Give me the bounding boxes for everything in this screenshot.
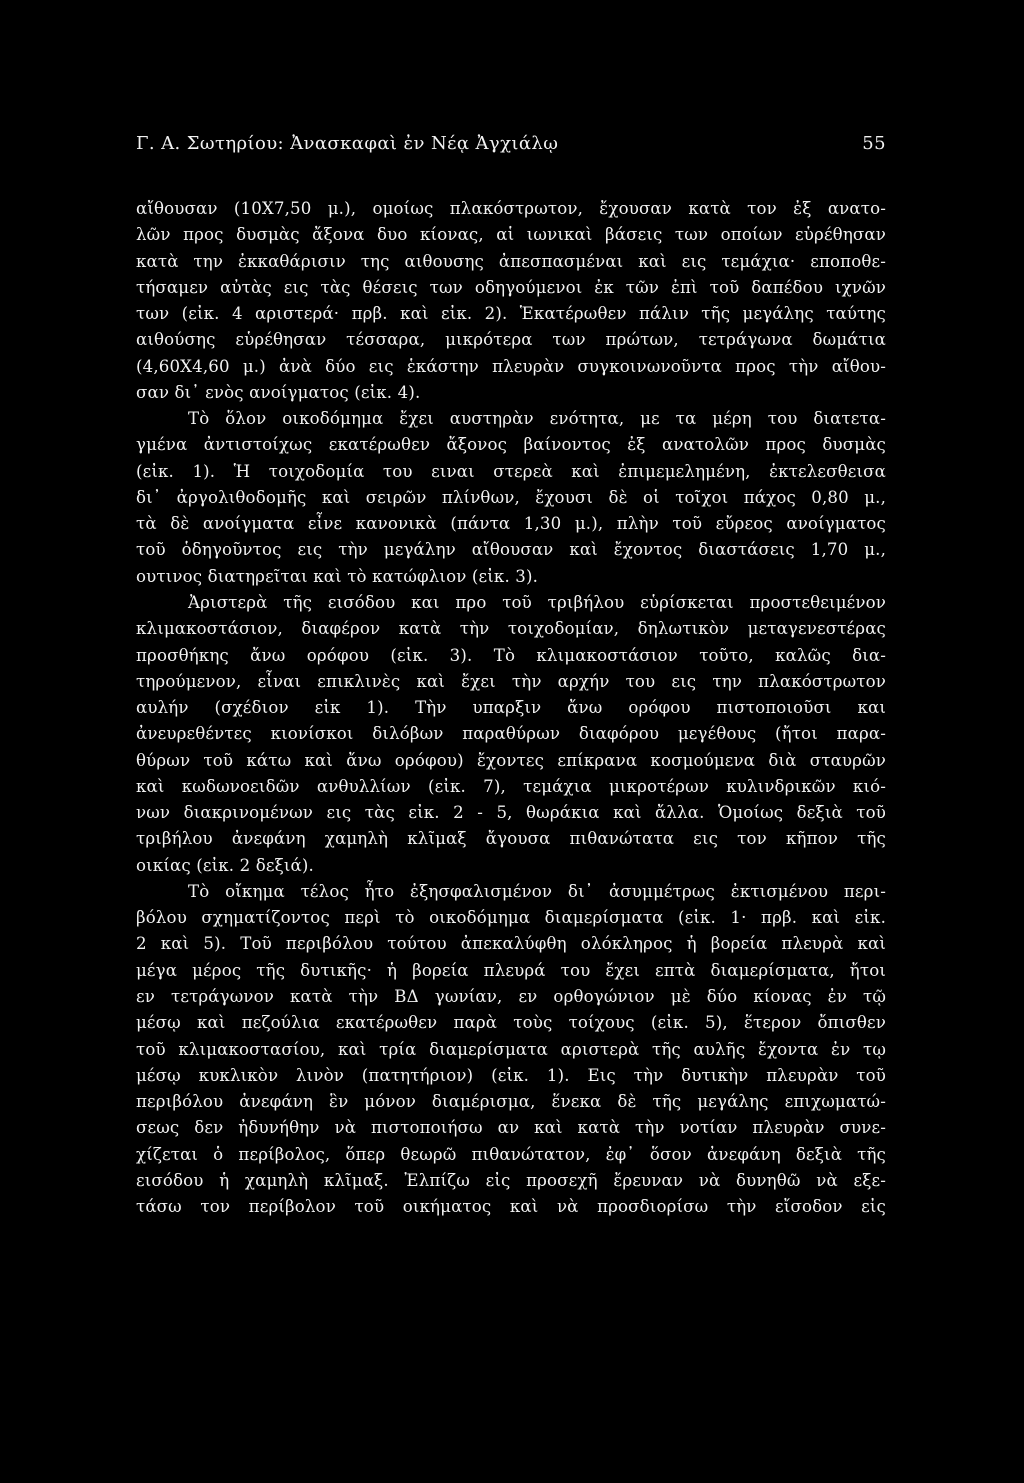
text-line: οικίας (εἰκ. 2 δεξιά). xyxy=(136,855,314,875)
text-line: περιβόλου ἀνεφάνη ἓν μόνον διαμέρισμα, ἕνεκα δὲ τῆς μεγάλης επιχωματώ- xyxy=(136,1092,886,1112)
text-line: αυλήν (σχέδιον εἰκ 1). Τὴν υπαρξιν ἄνω ορόφου πιστοποιοῦσι και xyxy=(136,698,886,718)
text-line: Ἀριστερὰ τῆς εισόδου και προ τοῦ τριβήλου εὑρίσκεται προστεθειμένον xyxy=(188,592,886,612)
page-number: 55 xyxy=(862,133,886,154)
text-line: καὶ κωδωνοειδῶν ανθυλλίων (εἰκ. 7), τεμάχια μικροτέρων κυλινδρικῶν κιό- xyxy=(136,776,886,796)
text-line: τὰ δὲ ανοίγματα εἶνε κανονικὰ (πάντα 1,30 μ.), πλὴν τοῦ εὔρεος ανοίγματος xyxy=(136,514,886,534)
text-line: δι᾽ ἀργολιθοδομῆς καὶ σειρῶν πλίνθων, ἔχουσι δὲ οἱ τοῖχοι πάχος 0,80 μ., xyxy=(136,487,886,507)
text-line: των (εἰκ. 4 αριστερά· πρβ. καὶ εἰκ. 2). Ἑκατέρωθεν πάλιν τῆς μεγάλης ταύτης xyxy=(136,304,886,324)
text-line: προσθήκης ἄνω ορόφου (εἰκ. 3). Τὸ κλιμακοστάσιον τοῦτο, καλῶς δια- xyxy=(136,645,886,665)
text-line: κλιμακοστάσιον, διαφέρον κατὰ τὴν τοιχοδομίαν, δηλωτικὸν μεταγενεστέρας xyxy=(136,619,886,639)
text-line: λῶν προς δυσμὰς ἄξονα δυο κίονας, αἱ ιωνικαὶ βάσεις των οποίων εὑρέθησαν xyxy=(136,225,886,245)
text-line: (εἰκ. 1). Ἡ τοιχοδομία του ειναι στερεὰ καὶ ἐπιμεμελημένη, ἐκτελεσθεισα xyxy=(136,461,886,481)
text-line: τηρούμενον, εἶναι επικλινὲς καὶ ἔχει τὴν αρχήν του εις την πλακόστρωτον xyxy=(136,671,886,691)
text-line: εν τετράγωνον κατὰ τὴν ΒΔ γωνίαν, εν ορθογώνιον μὲ δύο κίονας ἐν τῷ xyxy=(136,986,886,1006)
text-line: τήσαμεν αὐτὰς εις τὰς θέσεις των οδηγούμενοι ἐκ τῶν ἐπὶ τοῦ δαπέδου ιχνῶν xyxy=(136,277,886,297)
text-line: τριβήλου ἀνεφάνη χαμηλὴ κλῖμαξ ἄγουσα πιθανώτατα εις τον κῆπον τῆς xyxy=(136,829,886,849)
text-line: θύρων τοῦ κάτω καὶ ἄνω ορόφου) ἔχοντες επίκρανα κοσμούμενα διὰ σταυρῶν xyxy=(136,750,886,770)
text-line: μέσῳ κυκλικὸν λινὸν (πατητήριον) (εἰκ. 1). Εις τὴν δυτικὴν πλευρὰν τοῦ xyxy=(136,1065,886,1085)
text-line: τάσω τον περίβολον τοῦ οικήματος καὶ νὰ προσδιορίσω τὴν εἴσοδον εἰς xyxy=(136,1197,886,1217)
text-line: Τὸ ὅλον οικοδόμημα ἔχει αυστηρὰν ενότητα, με τα μέρη του διατετα- xyxy=(188,409,886,429)
text-line: (4,60Χ4,60 μ.) ἀνὰ δύο εις ἑκάστην πλευρὰν συγκοινωνοῦντα προς τὴν αἴθου- xyxy=(136,356,886,376)
body-text xyxy=(136,196,886,1220)
text-line: μέγα μέρος τῆς δυτικῆς· ἡ βορεία πλευρά του ἔχει επτὰ διαμερίσματα, ἤτοι xyxy=(136,960,886,980)
text-line: γμένα ἀντιστοίχως εκατέρωθεν ἄξονος βαίνοντος ἐξ ανατολῶν προς δυσμὰς xyxy=(136,435,886,455)
text-line: Τὸ οἴκημα τέλος ἦτο ἐξησφαλισμένον δι᾽ ἀσυμμέτρως ἐκτισμένου περι- xyxy=(188,881,886,901)
text-line: τοῦ ὁδηγοῦντος εις τὴν μεγάλην αἴθουσαν καὶ ἔχοντος διαστάσεις 1,70 μ., xyxy=(136,540,886,560)
text-line: σαν δι᾽ ενὸς ανοίγματος (εἰκ. 4). xyxy=(136,382,421,402)
text-line: σεως δεν ἠδυνήθην νὰ πιστοποιήσω αν καὶ κατὰ τὴν νοτίαν πλευρὰν συνε- xyxy=(136,1118,886,1138)
running-title: Γ. Α. Σωτηρίου: Ἀνασκαφαὶ ἐν Νέᾳ Ἀγχιάλῳ xyxy=(136,133,559,154)
text-line: 2 καὶ 5). Τοῦ περιβόλου τούτου ἀπεκαλύφθη ολόκληρος ἡ βορεία πλευρὰ καὶ xyxy=(136,934,886,954)
text-line: αιθούσης εὑρέθησαν τέσσαρα, μικρότερα των πρώτων, τετράγωνα δωμάτια xyxy=(136,330,886,350)
text-line: εισόδου ἡ χαμηλὴ κλῖμαξ. Ἐλπίζω εἰς προσεχῆ ἔρευναν νὰ δυνηθῶ νὰ εξε- xyxy=(136,1170,886,1190)
text-line: χίζεται ὁ περίβολος, ὅπερ θεωρῶ πιθανώτατον, ἐφ᾽ ὅσον ἀνεφάνη δεξιὰ τῆς xyxy=(136,1144,886,1164)
running-header xyxy=(136,133,886,159)
text-line: τοῦ κλιμακοστασίου, καὶ τρία διαμερίσματα αριστερὰ τῆς αυλῆς ἔχοντα ἐν τῳ xyxy=(136,1039,886,1059)
text-line: μέσῳ καὶ πεζούλια εκατέρωθεν παρὰ τοὺς τοίχους (εἰκ. 5), ἕτερον ὄπισθεν xyxy=(136,1013,886,1033)
text-line: ἀνευρεθέντες κιονίσκοι διλόβων παραθύρων διαφόρου μεγέθους (ἤτοι παρα- xyxy=(136,724,886,744)
text-line: νων διακρινομένων εις τὰς εἰκ. 2 - 5, θωράκια καὶ ἄλλα. Ὁμοίως δεξιὰ τοῦ xyxy=(136,803,886,823)
text-line: βόλου σχηματίζοντος περὶ τὸ οικοδόμημα διαμερίσματα (εἰκ. 1· πρβ. καὶ εἰκ. xyxy=(136,908,886,928)
text-line: ουτινος διατηρεῖται καὶ τὸ κατώφλιον (εἰκ. 3). xyxy=(136,566,539,586)
text-line: αἴθουσαν (10Χ7,50 μ.), ομοίως πλακόστρωτον, ἔχουσαν κατὰ τον ἐξ ανατο- xyxy=(136,199,886,218)
text-line: κατὰ την ἐκκαθάρισιν της αιθουσης ἀπεσπασμέναι καὶ εις τεμάχια· εποποθε- xyxy=(136,251,886,271)
